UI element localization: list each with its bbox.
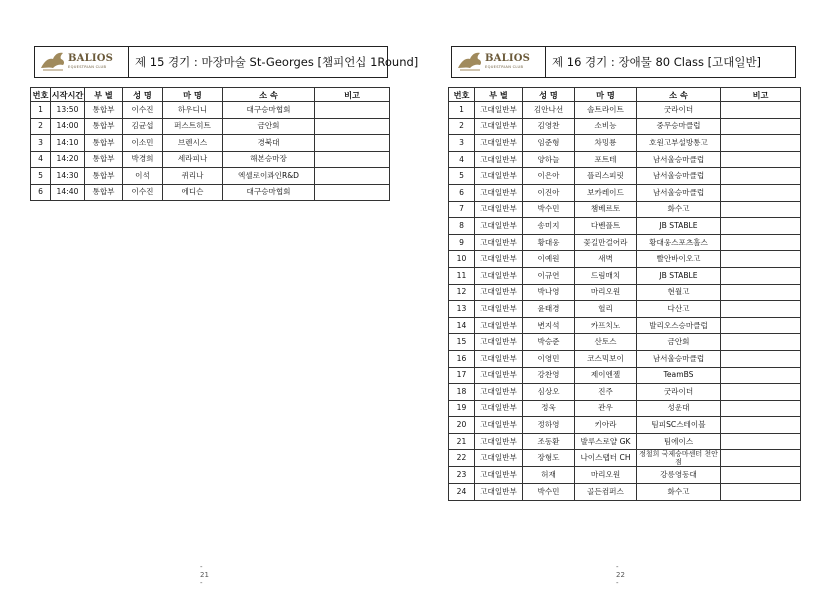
table-cell: 19 xyxy=(449,400,475,417)
table-cell: 고대일반부 xyxy=(475,467,523,484)
table-cell: 허재 xyxy=(523,467,575,484)
table-cell xyxy=(721,400,801,417)
logo-brand: BALIOS xyxy=(68,53,114,64)
table-cell: 고대일반부 xyxy=(475,400,523,417)
table-cell: 14:20 xyxy=(51,151,85,168)
table-cell: 키아라 xyxy=(575,417,637,434)
table-cell: 정철희 국제승마센터 천안점 xyxy=(637,450,721,467)
table-row xyxy=(449,367,801,384)
left-event-title: 제 15 경기 : 마장마술 St-Georges [챔피언십 1Round] xyxy=(135,55,419,69)
table-row xyxy=(449,484,801,501)
table-row xyxy=(449,168,801,185)
table-cell: 고대일반부 xyxy=(475,102,523,119)
table-cell: 임준형 xyxy=(523,135,575,152)
table-cell: 고대일반부 xyxy=(475,218,523,235)
table-cell: 소비능 xyxy=(575,118,637,135)
table-row xyxy=(31,184,390,201)
table-row xyxy=(449,400,801,417)
table-cell: 통합부 xyxy=(85,102,123,119)
table-cell: 마리오원 xyxy=(575,467,637,484)
table-cell: 장형도 xyxy=(523,450,575,467)
left-page-number: - 21 - xyxy=(200,563,209,587)
table-cell: 하우디니 xyxy=(163,102,223,119)
column-header: 번호 xyxy=(449,88,475,102)
table-row xyxy=(449,467,801,484)
table-cell: 관우 xyxy=(575,400,637,417)
table-cell xyxy=(721,367,801,384)
table-cell: 이진아 xyxy=(523,184,575,201)
left-start-list-table xyxy=(30,87,390,201)
table-cell: 통합부 xyxy=(85,151,123,168)
table-cell: 박나영 xyxy=(523,284,575,301)
table-cell xyxy=(721,450,801,467)
table-cell xyxy=(721,433,801,450)
table-cell xyxy=(315,168,390,185)
table-cell: 3 xyxy=(449,135,475,152)
table-cell xyxy=(315,184,390,201)
table-cell: 5 xyxy=(449,168,475,185)
table-cell: 18 xyxy=(449,384,475,401)
table-cell: TeamBS xyxy=(637,367,721,384)
table-cell xyxy=(721,484,801,501)
table-cell: 빨안바이오고 xyxy=(637,251,721,268)
table-cell xyxy=(721,201,801,218)
table-cell: 남서울승마클럽 xyxy=(637,151,721,168)
table-cell: 고대일반부 xyxy=(475,317,523,334)
table-row xyxy=(449,234,801,251)
table-cell: 김영찬 xyxy=(523,118,575,135)
table-row xyxy=(449,350,801,367)
table-cell: 퀴리나 xyxy=(163,168,223,185)
table-cell: 고대일반부 xyxy=(475,450,523,467)
table-cell: 13 xyxy=(449,301,475,318)
table-cell: 브렌시스 xyxy=(163,135,223,152)
table-cell: 고대일반부 xyxy=(475,350,523,367)
table-cell: 조동환 xyxy=(523,433,575,450)
table-cell xyxy=(721,218,801,235)
balios-logo xyxy=(35,47,129,77)
table-cell: 9 xyxy=(449,234,475,251)
table-cell: 해본승마장 xyxy=(223,151,315,168)
table-cell xyxy=(721,234,801,251)
table-cell: 금안회 xyxy=(223,118,315,135)
table-cell: 화수고 xyxy=(637,201,721,218)
table-cell xyxy=(315,102,390,119)
table-cell: 21 xyxy=(449,433,475,450)
table-cell: 플리스피릿 xyxy=(575,168,637,185)
table-cell: 고대일반부 xyxy=(475,384,523,401)
table-cell: 고대일반부 xyxy=(475,284,523,301)
table-cell: 14:30 xyxy=(51,168,85,185)
table-cell: 경북대 xyxy=(223,135,315,152)
table-row xyxy=(449,102,801,119)
column-header: 성 명 xyxy=(123,88,163,102)
table-cell: 정하영 xyxy=(523,417,575,434)
table-cell: 정욱 xyxy=(523,400,575,417)
table-cell: 에디슨 xyxy=(163,184,223,201)
table-cell: 이규연 xyxy=(523,267,575,284)
table-cell: 통합부 xyxy=(85,118,123,135)
table-cell: 윤태경 xyxy=(523,301,575,318)
table-cell: 현월고 xyxy=(637,284,721,301)
table-cell: 고대일반부 xyxy=(475,201,523,218)
table-row xyxy=(31,102,390,119)
table-cell: 박수민 xyxy=(523,201,575,218)
table-cell: 14:00 xyxy=(51,118,85,135)
table-cell: 13:50 xyxy=(51,102,85,119)
table-cell xyxy=(721,184,801,201)
table-cell: 2 xyxy=(31,118,51,135)
table-cell: 7 xyxy=(449,201,475,218)
right-start-list-table xyxy=(448,87,801,501)
table-cell: 23 xyxy=(449,467,475,484)
table-cell: 이은아 xyxy=(523,168,575,185)
table-cell: 고대일반부 xyxy=(475,367,523,384)
table-cell: 11 xyxy=(449,267,475,284)
table-cell xyxy=(721,467,801,484)
table-header-row xyxy=(31,88,390,102)
horse-icon xyxy=(39,50,67,72)
logo-subtitle: EQUESTRIAN CLUB xyxy=(485,65,524,69)
column-header: 부 별 xyxy=(85,88,123,102)
table-cell xyxy=(315,118,390,135)
table-cell: 12 xyxy=(449,284,475,301)
table-cell xyxy=(721,284,801,301)
table-cell: 고대일반부 xyxy=(475,334,523,351)
table-cell: 14:10 xyxy=(51,135,85,152)
table-cell: 금안회 xyxy=(637,334,721,351)
table-cell: 박경희 xyxy=(123,151,163,168)
table-cell: 대구승마협회 xyxy=(223,102,315,119)
table-cell: 보카레이드 xyxy=(575,184,637,201)
table-cell: 고대일반부 xyxy=(475,484,523,501)
table-cell: 4 xyxy=(31,151,51,168)
column-header: 비고 xyxy=(721,88,801,102)
table-row xyxy=(449,433,801,450)
table-cell xyxy=(315,151,390,168)
table-cell: 이영민 xyxy=(523,350,575,367)
table-cell: 다벤플트 xyxy=(575,218,637,235)
table-cell: 카프치노 xyxy=(575,317,637,334)
column-header: 시작시간 xyxy=(51,89,84,100)
table-cell: 고대일반부 xyxy=(475,234,523,251)
table-cell: 1 xyxy=(449,102,475,119)
table-cell: 호원고부설방통고 xyxy=(637,135,721,152)
table-cell: JB STABLE xyxy=(637,267,721,284)
column-header: 비고 xyxy=(315,88,390,102)
table-cell xyxy=(315,135,390,152)
table-cell: 김균섭 xyxy=(123,118,163,135)
table-cell: 발루스로얄 GK xyxy=(575,433,637,450)
balios-logo xyxy=(452,47,546,77)
column-header: 소 속 xyxy=(637,88,721,102)
table-cell: 송미지 xyxy=(523,218,575,235)
table-cell: 고대일반부 xyxy=(475,184,523,201)
table-cell xyxy=(721,267,801,284)
table-cell: 고대일반부 xyxy=(475,135,523,152)
table-cell: 꽃길만걸어라 xyxy=(575,234,637,251)
table-cell: 5 xyxy=(31,168,51,185)
table-cell: 김안나선 xyxy=(523,102,575,119)
right-page-number: - 22 - xyxy=(616,563,625,587)
table-cell: 10 xyxy=(449,251,475,268)
table-row xyxy=(449,301,801,318)
table-cell xyxy=(721,102,801,119)
table-row xyxy=(449,284,801,301)
table-cell: 헐리 xyxy=(575,301,637,318)
table-cell: 17 xyxy=(449,367,475,384)
table-row xyxy=(31,151,390,168)
table-cell: 성운대 xyxy=(637,400,721,417)
table-cell: 박수민 xyxy=(523,484,575,501)
column-header: 성 명 xyxy=(523,88,575,102)
table-cell: 통합부 xyxy=(85,135,123,152)
table-cell: 고대일반부 xyxy=(475,251,523,268)
table-cell: 심상오 xyxy=(523,384,575,401)
right-event-title: 제 16 경기 : 장애물 80 Class [고대일반] xyxy=(552,55,762,69)
table-cell xyxy=(721,417,801,434)
table-cell: 엑셀로이콰인R&D xyxy=(223,168,315,185)
table-cell: 황대웅 xyxy=(523,234,575,251)
table-cell: 박승준 xyxy=(523,334,575,351)
table-cell: 1 xyxy=(31,102,51,119)
table-cell: 16 xyxy=(449,350,475,367)
table-cell: 드림매치 xyxy=(575,267,637,284)
table-row xyxy=(31,118,390,135)
table-cell: 8 xyxy=(449,218,475,235)
table-cell: 포트테 xyxy=(575,151,637,168)
right-header xyxy=(451,46,796,78)
table-cell: 중무승마클럽 xyxy=(637,118,721,135)
table-cell: 3 xyxy=(31,135,51,152)
table-cell xyxy=(721,118,801,135)
table-cell: 고대일반부 xyxy=(475,267,523,284)
table-cell: 4 xyxy=(449,151,475,168)
table-row xyxy=(449,135,801,152)
table-cell: 고대일반부 xyxy=(475,168,523,185)
table-row xyxy=(449,201,801,218)
table-cell: 세라피나 xyxy=(163,151,223,168)
table-cell xyxy=(721,384,801,401)
table-cell: 고대일반부 xyxy=(475,301,523,318)
table-cell: 화수고 xyxy=(637,484,721,501)
table-cell: 발리오스승마클럽 xyxy=(637,317,721,334)
table-cell: 양하늘 xyxy=(523,151,575,168)
table-row xyxy=(31,135,390,152)
table-cell: 14:40 xyxy=(51,184,85,201)
logo-subtitle: EQUESTRIAN CLUB xyxy=(68,65,107,69)
table-row xyxy=(449,267,801,284)
table-row xyxy=(449,417,801,434)
table-cell: 이소민 xyxy=(123,135,163,152)
table-cell: 골든컴퍼스 xyxy=(575,484,637,501)
table-cell: 24 xyxy=(449,484,475,501)
table-cell: 남서울승마클럽 xyxy=(637,168,721,185)
table-cell: 다산고 xyxy=(637,301,721,318)
table-cell: 대구승마협회 xyxy=(223,184,315,201)
column-header: 소 속 xyxy=(223,88,315,102)
table-cell: 진주 xyxy=(575,384,637,401)
column-header: 마 명 xyxy=(163,88,223,102)
table-row xyxy=(449,151,801,168)
table-cell: 코스믹보이 xyxy=(575,350,637,367)
table-row xyxy=(449,184,801,201)
table-row xyxy=(31,168,390,185)
left-header xyxy=(34,46,419,78)
table-cell xyxy=(721,301,801,318)
table-cell: 제이엔젤 xyxy=(575,367,637,384)
table-cell: 마리오원 xyxy=(575,284,637,301)
table-cell: 변지석 xyxy=(523,317,575,334)
table-cell: 20 xyxy=(449,417,475,434)
table-cell: 남서울승마클럽 xyxy=(637,184,721,201)
table-cell: 솔트라이트 xyxy=(575,102,637,119)
table-cell: 산토스 xyxy=(575,334,637,351)
table-cell: 강찬영 xyxy=(523,367,575,384)
table-cell: 6 xyxy=(31,184,51,201)
table-cell xyxy=(721,334,801,351)
table-header-row xyxy=(449,88,801,102)
table-cell: 15 xyxy=(449,334,475,351)
table-cell: 이예원 xyxy=(523,251,575,268)
table-cell: 나이스탭터 CH xyxy=(575,450,637,467)
table-row xyxy=(449,334,801,351)
table-cell: 황대웅스포츠홀스 xyxy=(637,234,721,251)
table-cell: 굿라이더 xyxy=(637,384,721,401)
table-cell: 고대일반부 xyxy=(475,433,523,450)
table-cell: 차밍룡 xyxy=(575,135,637,152)
table-cell: 퍼스트히트 xyxy=(163,118,223,135)
table-cell: 고대일반부 xyxy=(475,417,523,434)
column-header: 마 명 xyxy=(575,88,637,102)
horse-icon xyxy=(456,50,484,72)
table-cell: 통합부 xyxy=(85,184,123,201)
logo-brand: BALIOS xyxy=(485,53,531,64)
table-cell: 강릉영동대 xyxy=(637,467,721,484)
table-row xyxy=(449,118,801,135)
table-row xyxy=(449,251,801,268)
table-cell: 이수진 xyxy=(123,184,163,201)
table-cell: 통합부 xyxy=(85,168,123,185)
table-row xyxy=(449,450,801,467)
table-row xyxy=(449,384,801,401)
table-cell: 고대일반부 xyxy=(475,151,523,168)
table-cell: 남서울승마클럽 xyxy=(637,350,721,367)
table-cell: 굿라이더 xyxy=(637,102,721,119)
table-cell xyxy=(721,251,801,268)
table-cell xyxy=(721,151,801,168)
table-cell xyxy=(721,135,801,152)
table-cell xyxy=(721,317,801,334)
table-cell: 팀피SC스테이블 xyxy=(637,417,721,434)
table-cell: 이석 xyxy=(123,168,163,185)
table-cell: 고대일반부 xyxy=(475,118,523,135)
column-header: 번호 xyxy=(31,88,51,102)
table-cell xyxy=(721,168,801,185)
table-row xyxy=(449,317,801,334)
table-cell: JB STABLE xyxy=(637,218,721,235)
table-cell: 챔베르토 xyxy=(575,201,637,218)
table-cell: 2 xyxy=(449,118,475,135)
table-cell xyxy=(721,350,801,367)
table-cell: 이수진 xyxy=(123,102,163,119)
table-row xyxy=(449,218,801,235)
table-cell: 22 xyxy=(449,450,475,467)
table-cell: 새벽 xyxy=(575,251,637,268)
table-cell: 팀에이스 xyxy=(637,433,721,450)
column-header: 부 별 xyxy=(475,88,523,102)
table-cell: 14 xyxy=(449,317,475,334)
table-cell: 6 xyxy=(449,184,475,201)
